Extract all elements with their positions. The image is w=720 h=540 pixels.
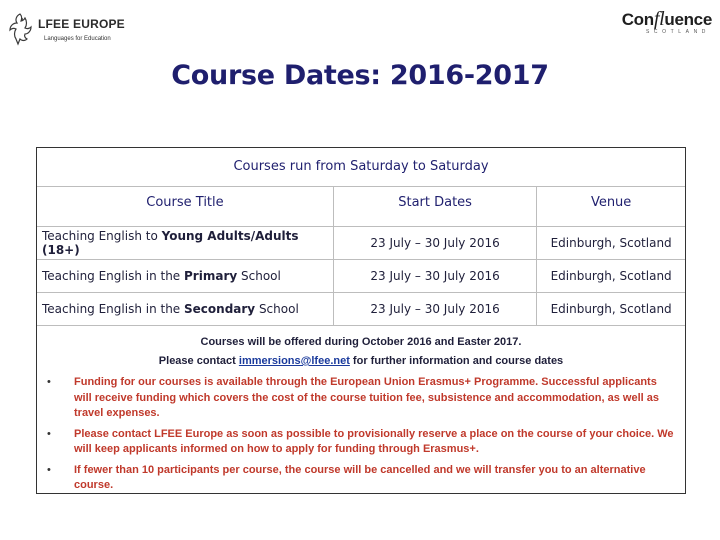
table-row — [37, 259, 685, 292]
lfee-brand: LFEE EUROPE — [38, 17, 125, 31]
bullet-icon: • — [47, 427, 51, 440]
venue-cell: Edinburgh, Scotland — [537, 259, 685, 292]
course-title-cell: Teaching English in the Primary School — [37, 259, 333, 292]
header-course-title: Course Title — [37, 186, 333, 226]
table-caption: Courses run from Saturday to Saturday — [37, 148, 685, 186]
confluence-brand: Confluence — [621, 8, 712, 30]
table-row — [37, 292, 685, 325]
start-dates-cell: 23 July – 30 July 2016 — [333, 292, 536, 325]
confluence-tagline: SCOTLAND — [645, 29, 710, 35]
bullet-icon: • — [47, 463, 51, 476]
venue-cell: Edinburgh, Scotland — [537, 292, 685, 325]
start-dates-cell: 23 July – 30 July 2016 — [333, 259, 536, 292]
course-table — [37, 148, 685, 326]
bullet-item: • Funding for our courses is available through the European Union Erasmus+ Programme. Successful applicants will receive funding which covers the cost of the course tuition fee, subsistence and accommodation, as well as travel expenses. — [47, 376, 659, 419]
bullet-icon: • — [47, 376, 51, 388]
course-title-cell: Teaching English to Young Adults/Adults (18+) — [37, 226, 333, 259]
course-box — [36, 147, 686, 494]
notice-line-1: Courses will be offered during October 2016 and Easter 2017. — [200, 336, 522, 348]
venue-cell: Edinburgh, Scotland — [537, 226, 685, 259]
lfee-logo — [6, 8, 146, 48]
email-link[interactable]: immersions@lfee.net — [238, 355, 350, 367]
lfee-tagline: Languages for Education — [44, 36, 111, 42]
page-title: Course Dates: 2016-2017 — [171, 60, 549, 91]
bullet-item: • Please contact LFEE Europe as soon as possible to provisionally reserve a place on the course of your choice. We will keep applicants informed on how to apply for funding through Erasmus+. — [47, 427, 674, 455]
header-start-dates: Start Dates — [333, 186, 536, 226]
bullet-item: • If fewer than 10 participants per course, the course will be cancelled and we will transfer you to an alternative course. — [47, 463, 646, 491]
notice-line-2: Please contact immersions@lfee.net for further information and course dates — [158, 355, 564, 367]
start-dates-cell: 23 July – 30 July 2016 — [333, 226, 536, 259]
course-title-cell: Teaching English in the Secondary School — [37, 292, 333, 325]
course-notice — [37, 333, 685, 371]
confluence-logo — [602, 8, 712, 40]
header-venue: Venue — [537, 186, 685, 226]
info-bullets — [47, 375, 677, 499]
table-row — [37, 226, 685, 259]
bird-icon — [6, 10, 36, 46]
